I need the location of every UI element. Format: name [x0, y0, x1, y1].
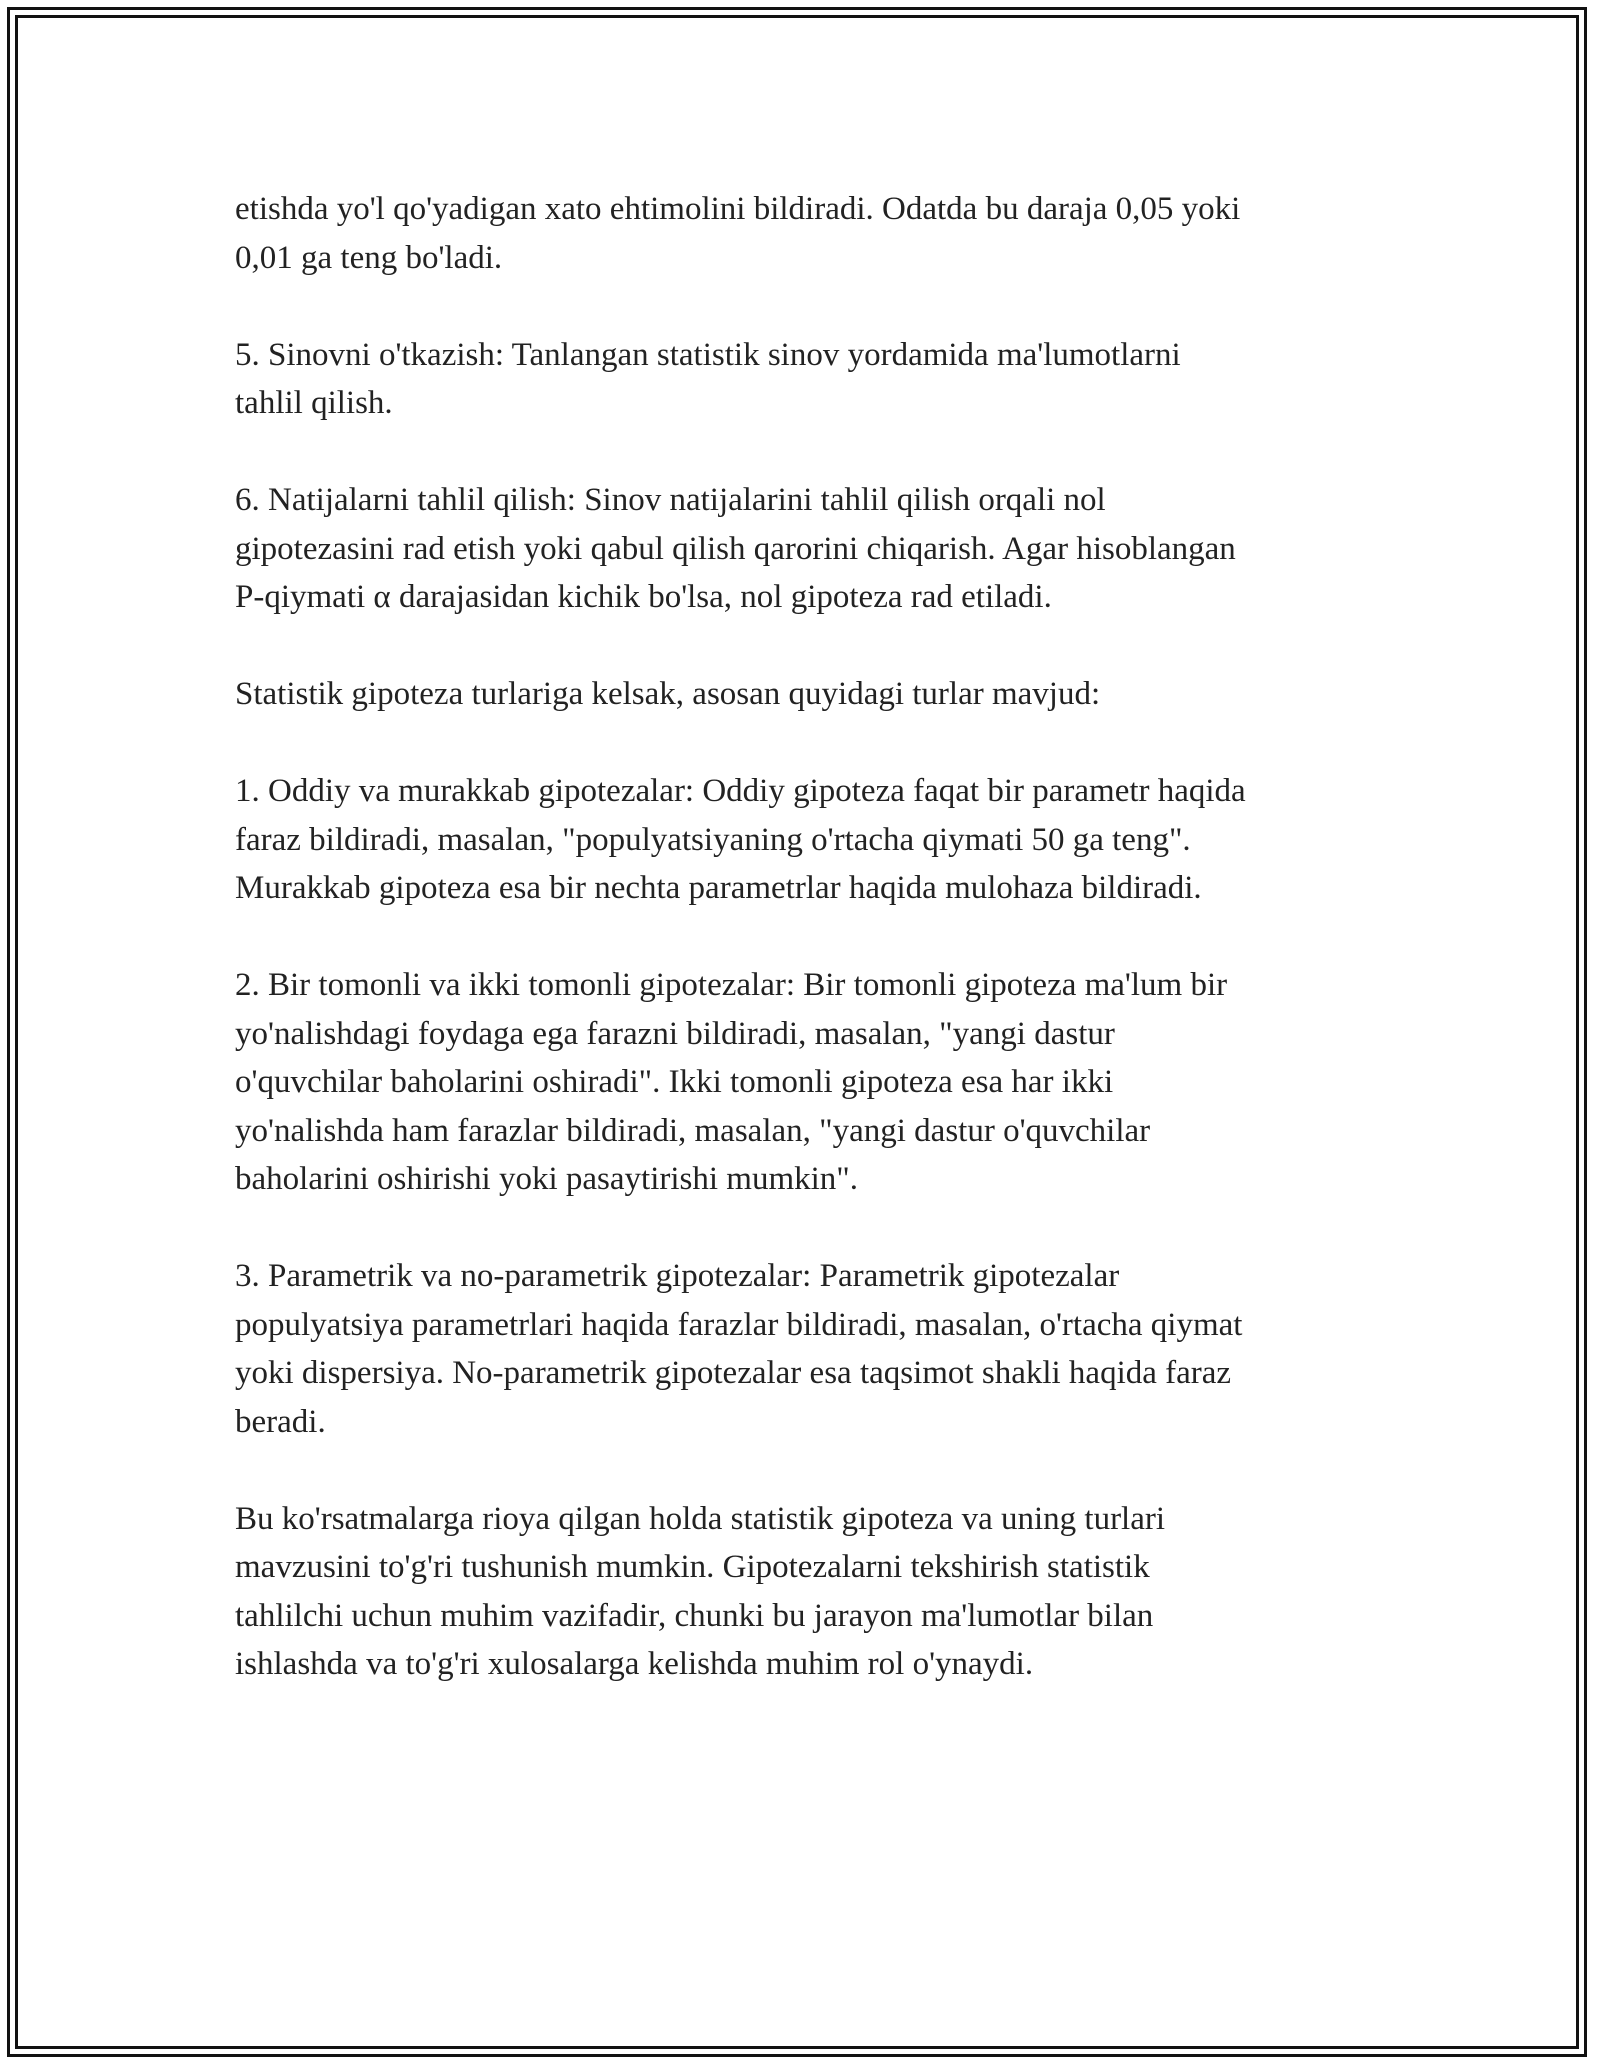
text-line: tahlilchi uchun muhim vazifadir, chunki bu jarayon ma'lumotlar bilan: [235, 1597, 1154, 1634]
text-line: yo'nalishdagi foydaga ega farazni bildiradi, masalan, "yangi dastur: [235, 1015, 1115, 1052]
text-line: populyatsiya parametrlari haqida farazlar bildiradi, masalan, o'rtacha qiymat: [235, 1306, 1243, 1343]
text-line: 6. Natijalarni tahlil qilish: Sinov natijalarini tahlil qilish orqali nol: [235, 482, 1106, 518]
text-line: tahlil qilish.: [235, 385, 393, 421]
paragraph-conclusion: [235, 1495, 1385, 1689]
text-line: yoki dispersiya. No-parametrik gipotezalar esa taqsimot shakli haqida faraz: [235, 1355, 1232, 1391]
text-line: 0,01 ga teng bo'ladi.: [235, 239, 503, 276]
text-line: 2. Bir tomonli va ikki tomonli gipotezalar: Bir tomonli gipoteza ma'lum bir: [235, 967, 1228, 1003]
text-line: gipotezasini rad etish yoki qabul qilish qarorini chiqarish. Agar hisoblangan: [235, 530, 1236, 567]
text-line: mavzusini to'g'ri tushunish mumkin. Gipotezalarni tekshirish statistik: [235, 1549, 1150, 1585]
text-line: yo'nalishda ham farazlar bildiradi, masalan, "yangi dastur o'quvchilar: [235, 1112, 1151, 1149]
paragraph-step-6: [235, 476, 1385, 622]
document-body: [235, 185, 1385, 1737]
paragraph-types-intro: [235, 670, 1385, 719]
text-line: faraz bildiradi, masalan, "populyatsiyaning o'rtacha qiymati 50 ga teng".: [235, 821, 1191, 858]
text-line: Statistik gipoteza turlariga kelsak, asosan quyidagi turlar mavjud:: [235, 676, 1101, 712]
text-line: P-qiymati α darajasidan kichik bo'lsa, nol gipoteza rad etiladi.: [235, 579, 1052, 615]
paragraph-type-1: [235, 767, 1385, 913]
text-line: 1. Oddiy va murakkab gipotezalar: Oddiy gipoteza faqat bir parametr haqida: [235, 773, 1246, 809]
paragraph-type-2: [235, 961, 1385, 1204]
text-line: etishda yo'l qo'yadigan xato ehtimolini bildiradi. Odatda bu daraja 0,05 yoki: [235, 191, 1241, 227]
text-line: 3. Parametrik va no-parametrik gipotezalar: Parametrik gipotezalar: [235, 1258, 1120, 1294]
text-line: o'quvchilar baholarini oshiradi". Ikki tomonli gipoteza esa har ikki: [235, 1064, 1114, 1100]
text-line: baholarini oshirishi yoki pasaytirishi mumkin".: [235, 1161, 859, 1197]
text-line: beradi.: [235, 1403, 326, 1440]
text-line: Murakkab gipoteza esa bir nechta parametrlar haqida mulohaza bildiradi.: [235, 870, 1202, 906]
paragraph-significance-level: [235, 185, 1385, 282]
paragraph-type-3: [235, 1252, 1385, 1446]
paragraph-step-5: [235, 331, 1385, 428]
text-line: 5. Sinovni o'tkazish: Tanlangan statistik sinov yordamida ma'lumotlarni: [235, 336, 1181, 373]
text-line: ishlashda va to'g'ri xulosalarga kelishda muhim rol o'ynaydi.: [235, 1646, 1034, 1682]
text-line: Bu ko'rsatmalarga rioya qilgan holda statistik gipoteza va uning turlari: [235, 1500, 1166, 1537]
